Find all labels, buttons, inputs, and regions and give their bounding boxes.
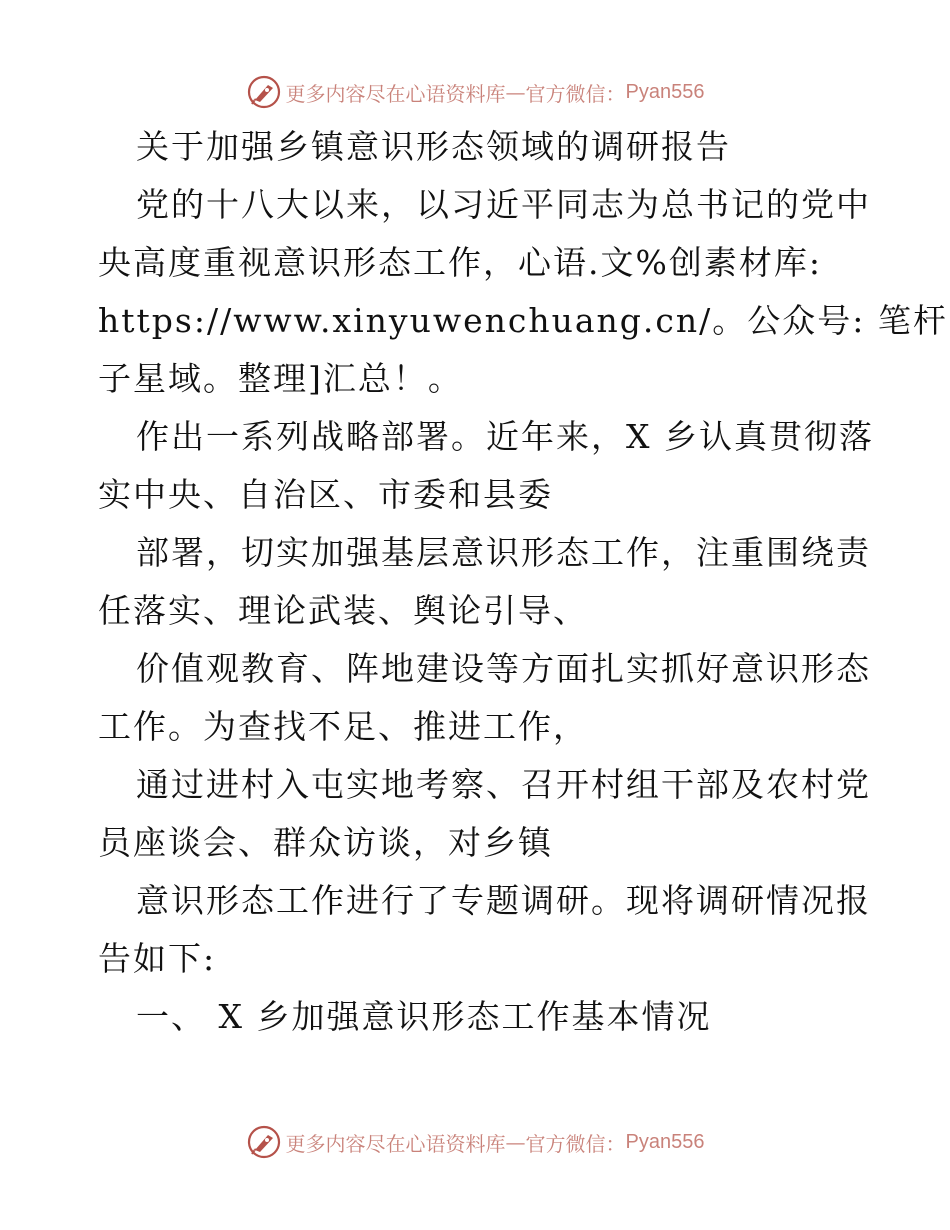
paragraph-line: 意识形态工作进行了专题调研。现将调研情况报 [136,881,871,920]
paragraph-line: 工作。为查找不足、推进工作， [98,707,588,746]
watermark-text: 更多内容尽在心语资料库 [285,81,506,106]
paragraph-line: 任落实、理论武装、舆论引导、 [98,591,588,630]
paragraph-line: 告如下: [98,939,217,978]
document-body [98,118,948,1046]
watermark-separator: — [505,1130,526,1154]
watermark-wechat-id: Pyan556 [625,1130,705,1153]
paragraph-line: 作出一系列战略部署。近年来，X 乡认真贯彻落 [136,417,874,456]
paragraph-line: https://www.xinyuwenchuang.cn/。公众号: 笔杆 [98,301,948,340]
document-title: 关于加强乡镇意识形态领域的调研报告 [136,127,731,166]
watermark-separator: — [505,80,526,104]
paragraph-line: 实中央、自治区、市委和县委 [98,475,553,514]
pen-nib-logo-icon [246,74,282,110]
paragraph-line: 通过进村入屯实地考察、召开村组干部及农村党 [136,765,871,804]
pen-nib-logo-icon [246,1124,282,1160]
paragraph-line: 部署，切实加强基层意识形态工作，注重围绕责 [136,533,871,572]
watermark-wechat-label: 官方微信： [525,81,626,106]
paragraph-line: 员座谈会、群众访谈，对乡镇 [98,823,553,862]
header-watermark [0,72,950,112]
paragraph-line: 价值观教育、阵地建设等方面扎实抓好意识形态 [136,649,871,688]
footer-watermark [0,1122,950,1162]
paragraph-line: 党的十八大以来，以习近平同志为总书记的党中 [136,185,871,224]
watermark-wechat-id: Pyan556 [625,80,705,103]
paragraph-line: 央高度重视意识形态工作，心语.文%创素材库: [98,243,822,282]
watermark-text: 更多内容尽在心语资料库 [285,1131,506,1156]
watermark-wechat-label: 官方微信： [525,1131,626,1156]
section-heading: 一、 X 乡加强意识形态工作基本情况 [136,997,712,1036]
paragraph-line: 子星域。整理]汇总！。 [98,359,463,398]
